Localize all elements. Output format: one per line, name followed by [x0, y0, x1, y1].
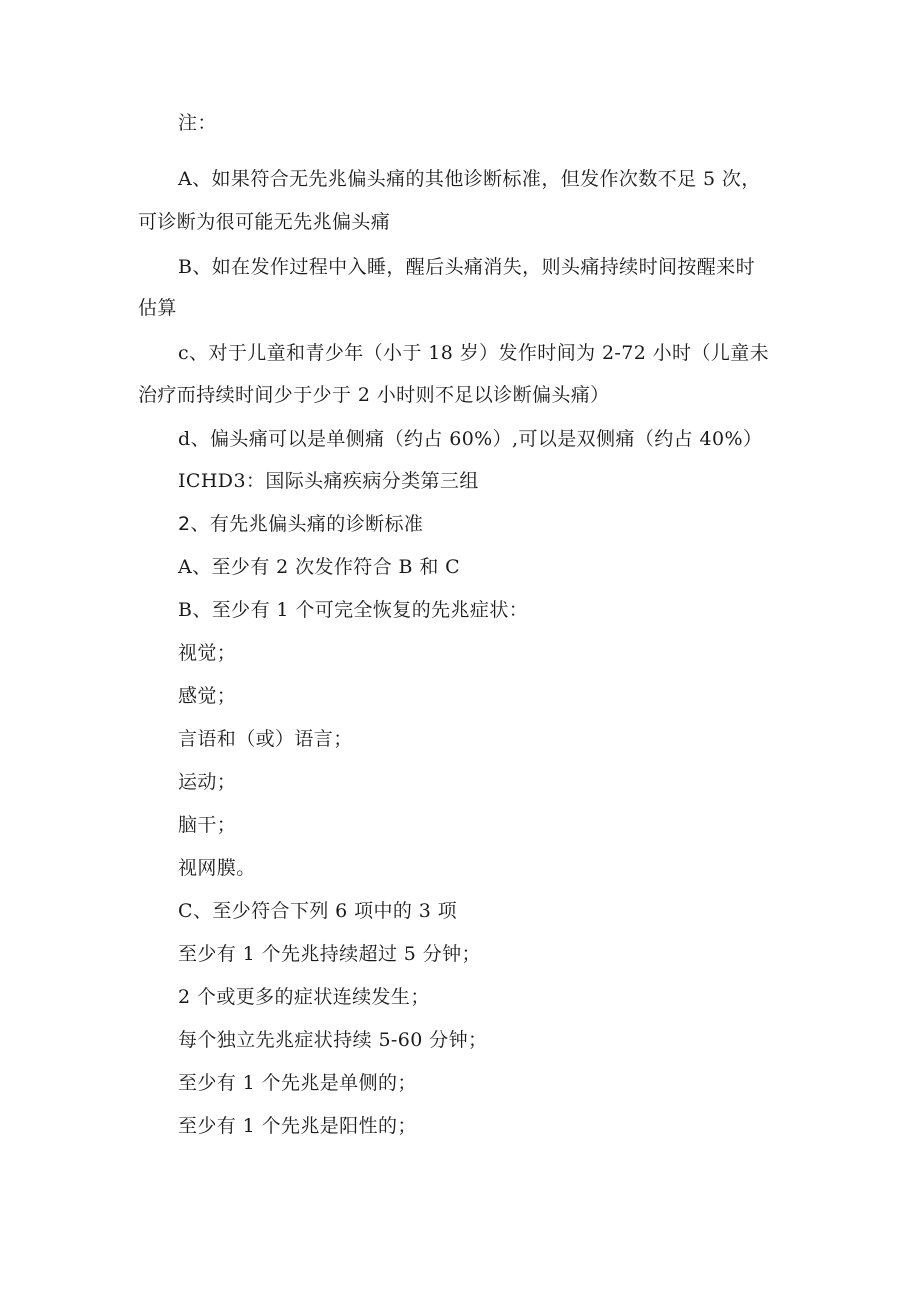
- section2-heading: 2、有先兆偏头痛的诊断标准: [178, 513, 424, 535]
- criterion-c-item: 每个独立先兆症状持续 5-60 分钟；: [178, 1029, 488, 1051]
- note-label: 注：: [178, 112, 217, 134]
- note-a-line2: 可诊断为很可能无先兆偏头痛: [138, 211, 391, 233]
- criterion-a: A、至少有 2 次发作符合 B 和 C: [178, 556, 461, 578]
- aura-symptom-item: 言语和（或）语言；: [178, 728, 353, 750]
- note-c-line2: 治疗而持续时间少于少于 2 小时则不足以诊断偏头痛）: [138, 384, 610, 406]
- criterion-c-item: 至少有 1 个先兆是单侧的；: [178, 1072, 417, 1094]
- note-a-line1: A、如果符合无先兆偏头痛的其他诊断标准，但发作次数不足 5 次，: [178, 168, 761, 190]
- criterion-c: C、至少符合下列 6 项中的 3 项: [178, 900, 458, 922]
- criterion-c-item: 至少有 1 个先兆是阳性的；: [178, 1115, 417, 1137]
- criterion-b: B、至少有 1 个可完全恢复的先兆症状：: [178, 599, 529, 621]
- ichd-definition: ICHD3：国际头痛疾病分类第三组: [178, 470, 479, 492]
- aura-symptom-item: 感觉；: [178, 685, 237, 707]
- aura-symptom-item: 脑干；: [178, 814, 237, 836]
- aura-symptom-item: 视觉；: [178, 642, 237, 664]
- note-b-line1: B、如在发作过程中入睡，醒后头痛消失，则头痛持续时间按醒来时: [178, 256, 755, 278]
- criterion-c-item: 至少有 1 个先兆持续超过 5 分钟；: [178, 943, 481, 965]
- note-b-line2: 估算: [138, 297, 177, 319]
- note-d: d、偏头痛可以是单侧痛（约占 60%）,可以是双侧痛（约占 40%）: [178, 428, 763, 450]
- aura-symptom-item: 视网膜。: [178, 857, 256, 879]
- note-c-line1: c、对于儿童和青少年（小于 18 岁）发作时间为 2-72 小时（儿童未: [178, 342, 770, 364]
- aura-symptom-item: 运动；: [178, 771, 237, 793]
- criterion-c-item: 2 个或更多的症状连续发生；: [178, 986, 430, 1008]
